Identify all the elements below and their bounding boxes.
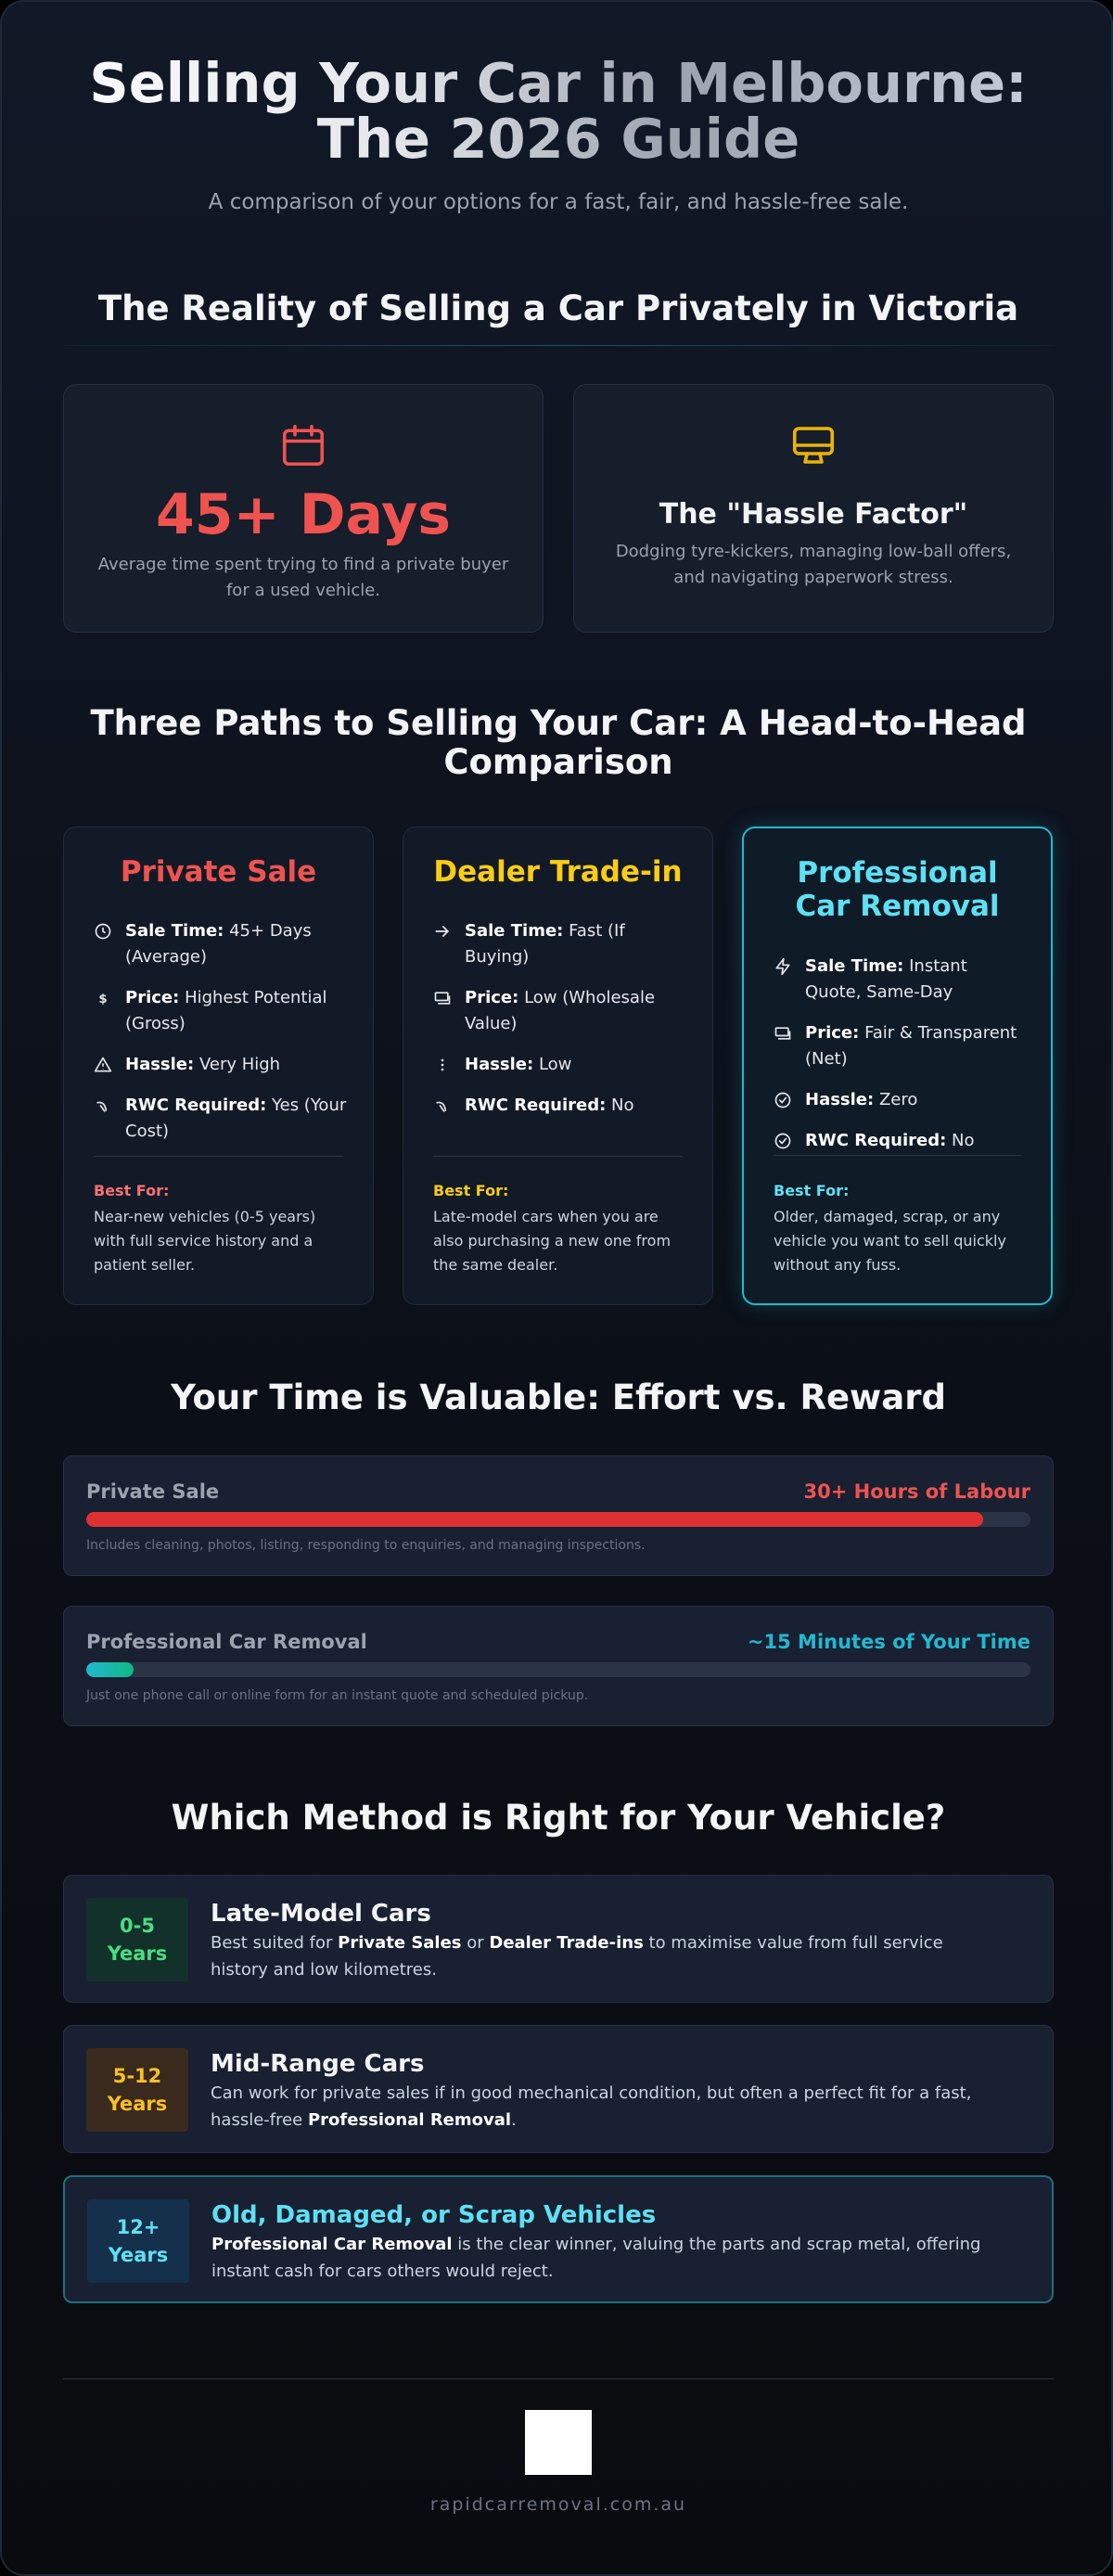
effort-card-professional-removal [63, 1606, 1054, 1726]
page-title-line-1: Selling Your Car in Melbourne: [89, 51, 1028, 115]
effort-label: Private Sale [86, 1480, 220, 1503]
item-label: Price: [125, 988, 180, 1007]
path-item-price [774, 1020, 1025, 1072]
path-card-private-sale [63, 827, 374, 1305]
stat-description-hassle: Dodging tyre-kickers, managing low-ball offers, and navigating paperwork stress. [615, 542, 1012, 587]
age-unit: Years [108, 2244, 169, 2266]
section-divider [63, 345, 1054, 346]
path-item-price [433, 985, 686, 1037]
desc-text: is the clear winner, valuing the parts and scrap metal, offering instant cash for cars others would reject. [211, 2235, 981, 2281]
effort-value: ~15 Minutes of Your Time [747, 1631, 1030, 1653]
item-label: Hassle: [465, 1055, 534, 1074]
path-title-line-2: Car Removal [795, 890, 1000, 923]
page-subtitle: A comparison of your options for a fast, fair, and hassle-free sale. [208, 190, 909, 214]
path-title: Private Sale [120, 855, 317, 889]
stat-description-days: Average time spent trying to find a private buyer for a used vehicle. [97, 555, 509, 600]
method-description [211, 1929, 997, 1983]
check-circle-icon [774, 1132, 792, 1150]
methods-section-title: Which Method is Right for Your Vehicle? [171, 1798, 946, 1838]
card-divider [94, 1156, 343, 1157]
lightning-icon [774, 957, 792, 976]
item-value: No [952, 1131, 975, 1150]
item-label: Hassle: [125, 1055, 195, 1074]
stat-card-days [63, 384, 544, 633]
age-unit: Years [107, 2093, 168, 2115]
path-card-professional-removal [742, 827, 1053, 1305]
path-feature-list [433, 918, 686, 1134]
item-label: RWC Required: [465, 1096, 607, 1115]
card-divider [774, 1155, 1021, 1156]
card-divider [433, 1156, 683, 1157]
age-badge [87, 2199, 189, 2283]
effort-section-title: Your Time is Valuable: Effort vs. Reward [171, 1378, 946, 1417]
desc-text: or [461, 1933, 490, 1953]
item-value: Highest Potential (Gross) [125, 988, 327, 1033]
desc-text: Best suited for [211, 1933, 339, 1953]
item-value: Low [538, 1055, 572, 1074]
monitor-icon [574, 420, 1053, 470]
best-for-text: Near-new vehicles (0-5 years) with full service history and a patient seller. [94, 1208, 316, 1274]
path-feature-list [774, 954, 1025, 1169]
item-label: RWC Required: [805, 1131, 947, 1150]
method-title: Late-Model Cars [211, 1900, 431, 1928]
desc-text: Can work for private sales if in good mechanical condition, but often a perfect fit for a fast, hassle-free [211, 2083, 972, 2130]
calendar-icon [64, 420, 543, 470]
path-title-line-1: Professional [797, 856, 998, 890]
path-item-hassle [433, 1052, 686, 1078]
effort-note: Just one phone call or online form for an instant quote and scheduled pickup. [86, 1688, 589, 1703]
best-for-text: Late-model cars when you are also purchasing a new one from the same dealer. [433, 1208, 672, 1274]
item-label: Price: [465, 988, 519, 1007]
item-value: 45+ Days (Average) [125, 921, 312, 967]
paths-title-line-2: Comparison [443, 742, 673, 782]
best-for-text: Older, damaged, scrap, or any vehicle you want to sell quickly without any fuss. [774, 1208, 1006, 1274]
page-title [2, 51, 1113, 171]
effort-value: 30+ Hours of Labour [803, 1480, 1030, 1503]
effort-label: Professional Car Removal [86, 1631, 367, 1653]
cash-icon [433, 989, 452, 1007]
desc-text: to maximise value from full service history and low kilometres. [211, 1933, 943, 1980]
method-description [211, 2080, 997, 2134]
path-item-sale-time [94, 918, 347, 970]
best-for-label: Best For: [433, 1182, 509, 1199]
effort-progress-track [86, 1662, 1030, 1677]
item-label: Hassle: [805, 1090, 875, 1109]
path-item-rwc [774, 1128, 1025, 1154]
item-value: Very High [198, 1055, 281, 1074]
method-card-mid-range [63, 2025, 1054, 2153]
item-value: Fair & Transparent (Net) [805, 1023, 1017, 1069]
path-item-rwc [94, 1093, 347, 1145]
svg-text:$: $ [98, 993, 108, 1006]
item-value: Fast (If Buying) [465, 921, 625, 967]
method-title: Old, Damaged, or Scrap Vehicles [211, 2201, 657, 2229]
item-value: Yes (Your Cost) [125, 1096, 347, 1141]
path-item-hassle [94, 1052, 347, 1078]
item-value: Instant Quote, Same-Day [805, 956, 967, 1002]
item-value: No [611, 1096, 634, 1115]
path-item-sale-time [774, 954, 1025, 1006]
arrow-right-icon [433, 922, 452, 941]
path-item-rwc [433, 1093, 686, 1119]
best-for-label: Best For: [774, 1182, 850, 1199]
desc-bold: Professional Removal [307, 2110, 512, 2130]
desc-bold: Dealer Trade-ins [489, 1933, 644, 1953]
footer-website-link[interactable]: rapidcarremoval.com.au [429, 2494, 687, 2515]
effort-progress-fill [86, 1662, 134, 1677]
age-badge [86, 2048, 188, 2132]
effort-progress-fill [86, 1512, 983, 1527]
desc-text: . [511, 2110, 517, 2130]
page-title-line-2: The 2026 Guide [316, 107, 800, 171]
effort-progress-track [86, 1512, 1030, 1527]
path-item-hassle [774, 1087, 1025, 1113]
item-label: RWC Required: [125, 1096, 267, 1115]
age-range: 5-12 [112, 2065, 162, 2087]
item-label: Price: [805, 1023, 860, 1043]
footer-divider [63, 2378, 1054, 2379]
age-unit: Years [107, 1942, 168, 1965]
cash-icon [774, 1024, 792, 1043]
path-title: Dealer Trade-in [433, 855, 683, 889]
wrench-icon [94, 1096, 112, 1115]
item-label: Sale Time: [125, 921, 224, 941]
reality-section-title: The Reality of Selling a Car Privately in Victoria [97, 288, 1019, 328]
best-for-label: Best For: [94, 1182, 170, 1199]
item-value: Zero [878, 1090, 918, 1109]
clock-icon [94, 922, 112, 941]
paths-section-title [2, 704, 1113, 782]
method-card-old-damaged [63, 2175, 1054, 2303]
item-value: Low (Wholesale Value) [465, 988, 656, 1033]
path-item-price [94, 985, 347, 1037]
age-badge [86, 1898, 188, 1981]
item-label: Sale Time: [465, 921, 564, 941]
age-range: 0-5 [120, 1915, 155, 1937]
method-card-late-model [63, 1875, 1054, 2003]
method-description [211, 2231, 996, 2285]
footer-logo [525, 2410, 592, 2475]
desc-bold: Professional Car Removal [211, 2235, 453, 2254]
stat-value-hassle: The "Hassle Factor" [659, 498, 968, 531]
desc-bold: Private Sales [338, 1933, 462, 1953]
age-range: 12+ [116, 2216, 160, 2238]
stat-card-hassle [573, 384, 1054, 633]
path-feature-list [94, 918, 347, 1160]
item-label: Sale Time: [805, 956, 904, 976]
warning-icon [94, 1056, 112, 1074]
method-title: Mid-Range Cars [211, 2050, 425, 2078]
wrench-icon [433, 1096, 452, 1115]
path-item-sale-time [433, 918, 686, 970]
dots-icon [433, 1056, 452, 1074]
path-card-dealer-trade-in [403, 827, 713, 1305]
path-title [744, 856, 1051, 923]
check-circle-icon [774, 1091, 792, 1109]
dollar-icon [94, 989, 112, 1007]
effort-card-private-sale [63, 1455, 1054, 1576]
effort-note: Includes cleaning, photos, listing, responding to enquiries, and managing inspections. [86, 1538, 646, 1553]
stat-value-days: 45+ Days [156, 482, 451, 547]
paths-title-line-1: Three Paths to Selling Your Car: A Head-to-Head [90, 703, 1027, 743]
